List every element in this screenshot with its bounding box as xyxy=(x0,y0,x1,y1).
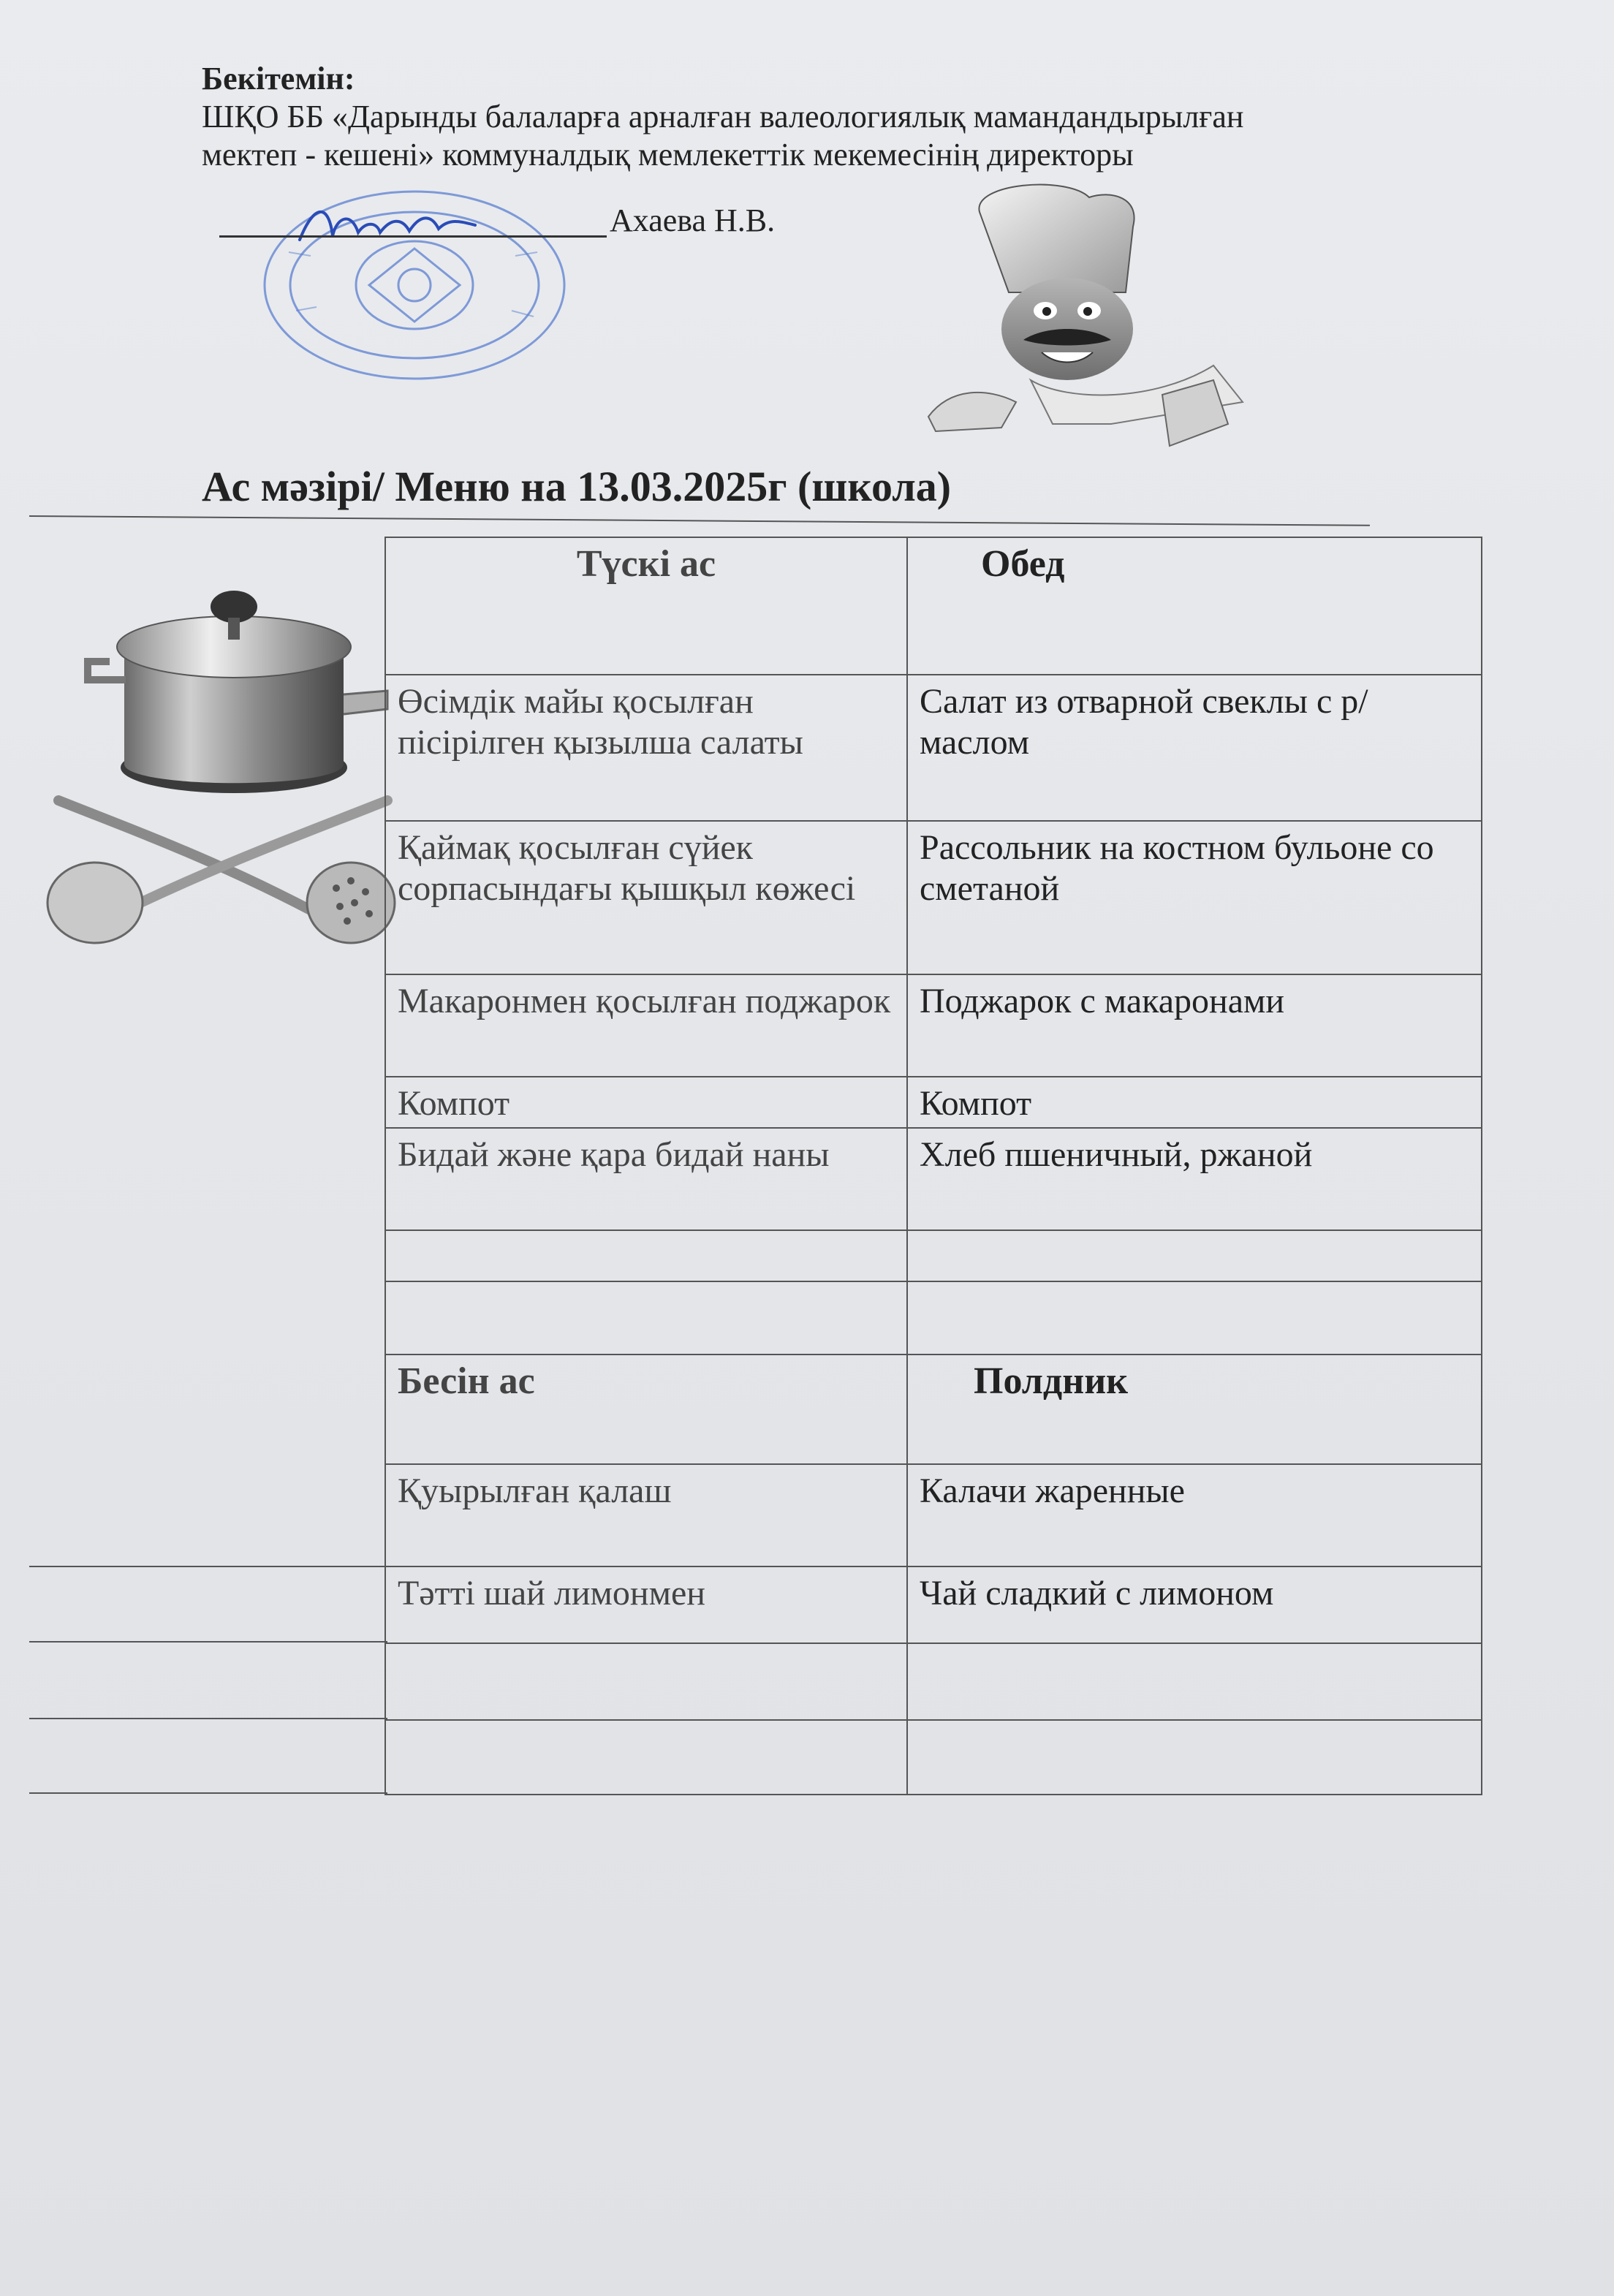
lunch-header-kz: Түскі ас xyxy=(385,537,907,675)
director-name: Ахаева Н.В. xyxy=(610,202,776,238)
table-row xyxy=(385,1077,1482,1128)
dish-kz: Тәтті шай лимонмен xyxy=(385,1566,907,1643)
dish-ru: Хлеб пшеничный, ржаной xyxy=(907,1128,1482,1230)
ruled-line-left-1 xyxy=(29,1566,387,1567)
signature-line xyxy=(219,235,607,238)
snack-header-row xyxy=(385,1355,1482,1464)
dish-kz: Қуырылған қалаш xyxy=(385,1464,907,1566)
empty-row xyxy=(385,1643,1482,1720)
approval-label: Бекітемін: xyxy=(202,61,355,96)
ruled-line-left-2 xyxy=(29,1641,387,1643)
approval-org-line2: мектеп - кешені» коммуналдық мемлекеттік мекемесінің директоры xyxy=(202,137,1134,173)
ruled-line-left-3 xyxy=(29,1718,387,1719)
ruled-line-left-4 xyxy=(29,1792,387,1794)
table-row xyxy=(385,1464,1482,1566)
dish-kz: Компот xyxy=(385,1077,907,1128)
dish-kz: Макаронмен қосылған поджарок xyxy=(385,974,907,1077)
table-row xyxy=(385,1566,1482,1643)
dish-ru: Компот xyxy=(907,1077,1482,1128)
dish-ru: Поджарок с макаронами xyxy=(907,974,1482,1077)
dish-kz: Бидай және қара бидай наны xyxy=(385,1128,907,1230)
chef-illustration-icon xyxy=(921,183,1265,453)
table-row xyxy=(385,675,1482,821)
approval-block xyxy=(202,60,1444,174)
lunch-header-row xyxy=(385,537,1482,675)
signature-icon xyxy=(292,196,482,254)
snack-header-ru: Полдник xyxy=(907,1355,1482,1464)
empty-row xyxy=(385,1281,1482,1355)
empty-row xyxy=(385,1230,1482,1281)
ruled-line-top xyxy=(29,515,1370,526)
table-row xyxy=(385,821,1482,974)
dish-ru: Рассольник на костном бульоне со сметаной xyxy=(907,821,1482,974)
lunch-header-ru: Обед xyxy=(907,537,1482,675)
dish-kz: Өсімдік майы қосылған пісірілген қызылша салаты xyxy=(385,675,907,821)
table-row xyxy=(385,1128,1482,1230)
table-row xyxy=(385,974,1482,1077)
menu-table xyxy=(384,537,1482,1795)
approval-org-line1: ШҚО ББ «Дарынды балаларға арналған валеологиялық мамандандырылған xyxy=(202,99,1244,134)
dish-ru: Салат из отварной свеклы с р/маслом xyxy=(907,675,1482,821)
menu-title: Ас мәзірі/ Меню на 13.03.2025г (школа) xyxy=(202,463,952,510)
snack-header-kz: Бесін ас xyxy=(385,1355,907,1464)
dish-ru: Чай сладкий с лимоном xyxy=(907,1566,1482,1643)
dish-kz: Қаймақ қосылған сүйек сорпасындағы қышқыл көжесі xyxy=(385,821,907,974)
empty-row xyxy=(385,1720,1482,1795)
dish-ru: Калачи жаренные xyxy=(907,1464,1482,1566)
cooking-pot-illustration-icon xyxy=(44,581,402,961)
